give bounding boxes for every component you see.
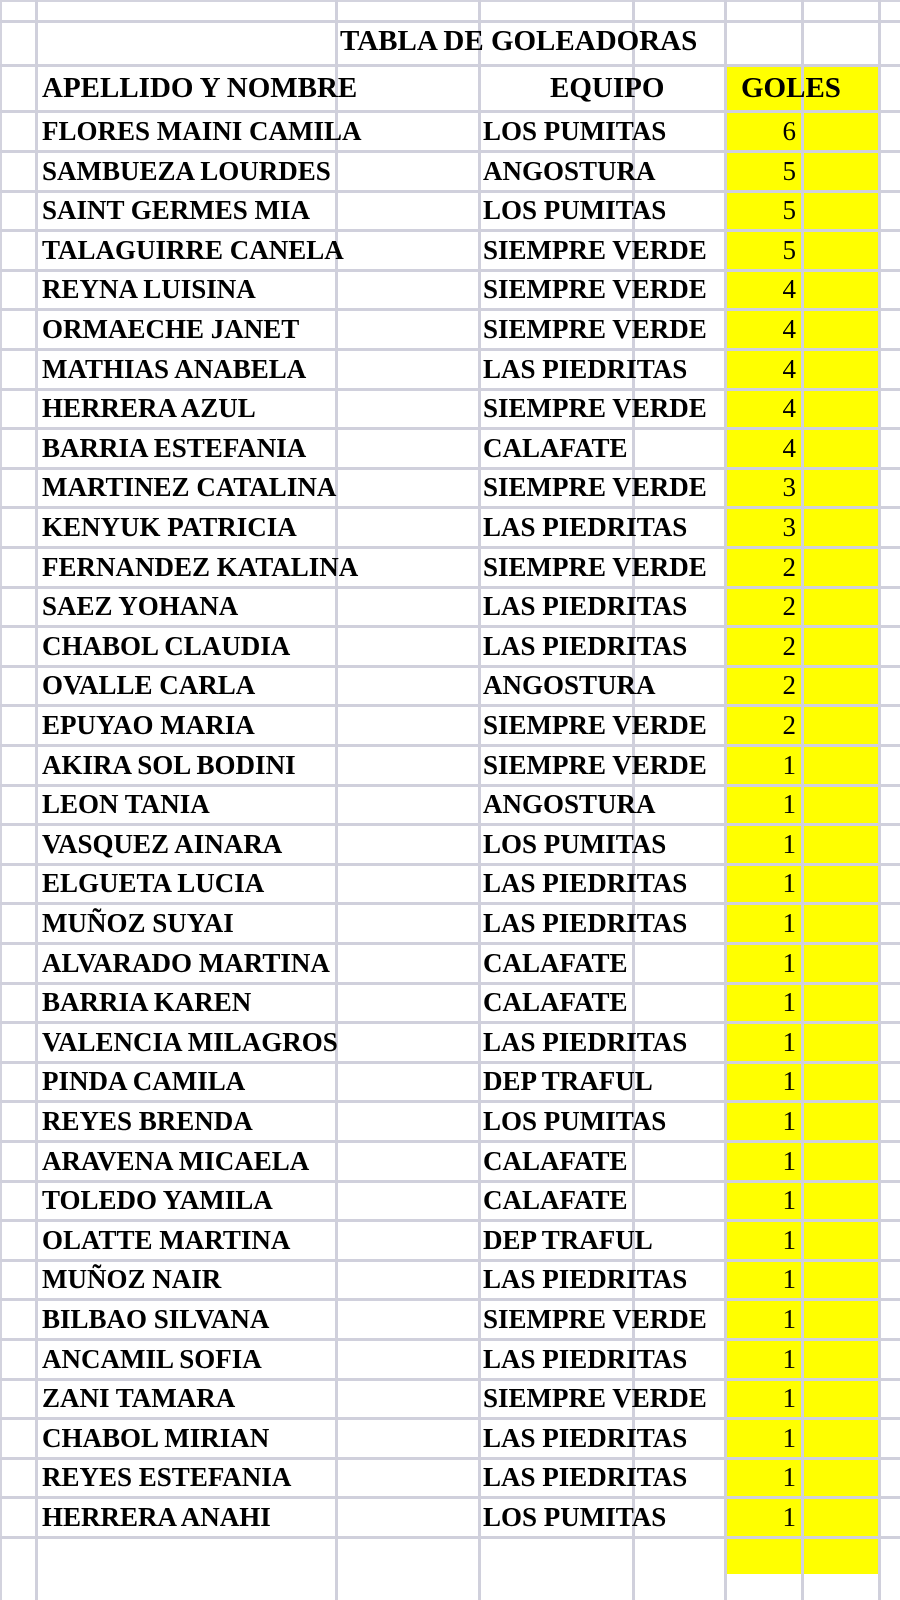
cell-player-name[interactable]: REYNA LUISINA — [42, 274, 256, 304]
cell-goals[interactable]: 1 — [782, 1462, 796, 1492]
cell-goals[interactable]: 1 — [782, 1423, 796, 1453]
cell-team[interactable]: SIEMPRE VERDE — [483, 1304, 707, 1334]
cell-goals[interactable]: 4 — [782, 274, 796, 304]
grid-hline — [0, 744, 900, 747]
cell-team[interactable]: SIEMPRE VERDE — [483, 750, 707, 780]
cell-player-name[interactable]: TALAGUIRRE CANELA — [42, 235, 344, 265]
cell-team[interactable]: LAS PIEDRITAS — [483, 354, 688, 384]
cell-player-name[interactable]: HERRERA AZUL — [42, 393, 256, 423]
cell-team[interactable]: LOS PUMITAS — [483, 829, 667, 859]
grid-hline — [0, 784, 900, 787]
cell-player-name[interactable]: EPUYAO MARIA — [42, 710, 255, 740]
grid-hline — [0, 1021, 900, 1024]
cell-player-name[interactable]: SAINT GERMES MIA — [42, 195, 311, 225]
grid-hline — [0, 863, 900, 866]
cell-goals[interactable]: 1 — [782, 908, 796, 938]
grid-hline — [0, 229, 900, 232]
grid-vline — [878, 0, 881, 1600]
cell-goals[interactable]: 1 — [782, 987, 796, 1017]
cell-player-name[interactable]: ALVARADO MARTINA — [42, 948, 330, 978]
cell-team[interactable]: SIEMPRE VERDE — [483, 274, 707, 304]
cell-team[interactable]: CALAFATE — [483, 1146, 628, 1176]
cell-player-name[interactable]: VALENCIA MILAGROS — [42, 1027, 338, 1057]
cell-goals[interactable]: 2 — [782, 670, 796, 700]
cell-player-name[interactable]: HERRERA ANAHI — [42, 1502, 271, 1532]
grid-vline — [35, 0, 38, 1600]
cell-goals[interactable]: 1 — [782, 1106, 796, 1136]
cell-goals[interactable]: 4 — [782, 314, 796, 344]
cell-player-name[interactable]: BILBAO SILVANA — [42, 1304, 270, 1334]
table-title: TABLA DE GOLEADORAS — [340, 25, 698, 57]
grid-hline — [0, 427, 900, 430]
grid-hline — [0, 823, 900, 826]
cell-goals[interactable]: 1 — [782, 1225, 796, 1255]
cell-team[interactable]: LAS PIEDRITAS — [483, 1423, 688, 1453]
cell-goals[interactable]: 1 — [782, 1502, 796, 1532]
cell-player-name[interactable]: OVALLE CARLA — [42, 670, 256, 700]
cell-player-name[interactable]: REYES ESTEFANIA — [42, 1462, 292, 1492]
cell-player-name[interactable]: CHABOL MIRIAN — [42, 1423, 270, 1453]
cell-team[interactable]: DEP TRAFUL — [483, 1066, 653, 1096]
grid-hline — [0, 1219, 900, 1222]
cell-player-name[interactable]: ARAVENA MICAELA — [42, 1146, 310, 1176]
cell-goals[interactable]: 1 — [782, 750, 796, 780]
grid-hline — [0, 1259, 900, 1262]
cell-player-name[interactable]: ZANI TAMARA — [42, 1383, 236, 1413]
cell-team[interactable]: LOS PUMITAS — [483, 1502, 667, 1532]
cell-goals[interactable]: 1 — [782, 948, 796, 978]
cell-team[interactable]: ANGOSTURA — [483, 670, 656, 700]
grid-hline — [0, 1496, 900, 1499]
cell-player-name[interactable]: ORMAECHE JANET — [42, 314, 300, 344]
cell-goals[interactable]: 1 — [782, 1304, 796, 1334]
cell-team[interactable]: ANGOSTURA — [483, 789, 656, 819]
cell-goals[interactable]: 1 — [782, 1383, 796, 1413]
grid-hline — [0, 269, 900, 272]
header-team[interactable]: EQUIPO — [550, 72, 665, 104]
grid-vline — [801, 0, 804, 1600]
grid-hline — [0, 1417, 900, 1420]
cell-team[interactable]: LOS PUMITAS — [483, 116, 667, 146]
cell-team[interactable]: CALAFATE — [483, 433, 628, 463]
grid-hline — [0, 64, 900, 67]
cell-team[interactable]: SIEMPRE VERDE — [483, 552, 707, 582]
grid-hline — [0, 942, 900, 945]
grid-hline — [0, 1378, 900, 1381]
grid-hline — [0, 1298, 900, 1301]
cell-player-name[interactable]: MARTINEZ CATALINA — [42, 472, 337, 502]
cell-goals[interactable]: 1 — [782, 1264, 796, 1294]
cell-team[interactable]: LAS PIEDRITAS — [483, 868, 688, 898]
grid-hline — [0, 586, 900, 589]
cell-team[interactable]: CALAFATE — [483, 987, 628, 1017]
grid-hline — [0, 1457, 900, 1460]
cell-team[interactable]: SIEMPRE VERDE — [483, 710, 707, 740]
grid-hline — [0, 348, 900, 351]
cell-team[interactable]: CALAFATE — [483, 948, 628, 978]
grid-hline — [0, 388, 900, 391]
grid-hline — [0, 20, 900, 23]
grid-hline — [0, 150, 900, 153]
cell-player-name[interactable]: PINDA CAMILA — [42, 1066, 246, 1096]
cell-goals[interactable]: 4 — [782, 354, 796, 384]
cell-team[interactable]: LAS PIEDRITAS — [483, 1027, 688, 1057]
cell-team[interactable]: LAS PIEDRITAS — [483, 1344, 688, 1374]
cell-team[interactable]: LAS PIEDRITAS — [483, 512, 688, 542]
grid-vline — [478, 0, 481, 1600]
cell-player-name[interactable]: KENYUK PATRICIA — [42, 512, 297, 542]
cell-team[interactable]: LAS PIEDRITAS — [483, 1264, 688, 1294]
cell-player-name[interactable]: SAEZ YOHANA — [42, 591, 239, 621]
header-name[interactable]: APELLIDO Y NOMBRE — [42, 72, 358, 104]
cell-player-name[interactable]: MUÑOZ NAIR — [42, 1264, 222, 1294]
cell-goals[interactable]: 3 — [782, 512, 796, 542]
cell-goals[interactable]: 2 — [782, 552, 796, 582]
cell-goals[interactable]: 2 — [782, 591, 796, 621]
cell-team[interactable]: LAS PIEDRITAS — [483, 631, 688, 661]
cell-team[interactable]: SIEMPRE VERDE — [483, 472, 707, 502]
grid-hline — [0, 902, 900, 905]
cell-goals[interactable]: 1 — [782, 1344, 796, 1374]
cell-team[interactable]: LOS PUMITAS — [483, 195, 667, 225]
cell-player-name[interactable]: ANCAMIL SOFIA — [42, 1344, 262, 1374]
grid-vline — [724, 0, 727, 1600]
cell-team[interactable]: DEP TRAFUL — [483, 1225, 653, 1255]
cell-player-name[interactable]: FLORES MAINI CAMILA — [42, 116, 362, 146]
cell-player-name[interactable]: REYES BRENDA — [42, 1106, 253, 1136]
grid-hline — [0, 704, 900, 707]
cell-player-name[interactable]: MUÑOZ SUYAI — [42, 908, 234, 938]
grid-hline — [0, 110, 900, 113]
cell-player-name[interactable]: SAMBUEZA LOURDES — [42, 156, 331, 186]
cell-team[interactable]: SIEMPRE VERDE — [483, 235, 707, 265]
cell-player-name[interactable]: OLATTE MARTINA — [42, 1225, 291, 1255]
cell-team[interactable]: LOS PUMITAS — [483, 1106, 667, 1136]
cell-player-name[interactable]: CHABOL CLAUDIA — [42, 631, 291, 661]
cell-goals[interactable]: 1 — [782, 1066, 796, 1096]
cell-goals[interactable]: 1 — [782, 1185, 796, 1215]
cell-team[interactable]: LAS PIEDRITAS — [483, 1462, 688, 1492]
cell-goals[interactable]: 1 — [782, 829, 796, 859]
grid-hline — [0, 1061, 900, 1064]
cell-player-name[interactable]: TOLEDO YAMILA — [42, 1185, 273, 1215]
grid-hline — [0, 982, 900, 985]
cell-player-name[interactable]: BARRIA ESTEFANIA — [42, 433, 307, 463]
grid-hline — [0, 665, 900, 668]
cell-team[interactable]: CALAFATE — [483, 1185, 628, 1215]
cell-player-name[interactable]: VASQUEZ AINARA — [42, 829, 283, 859]
cell-player-name[interactable]: FERNANDEZ KATALINA — [42, 552, 359, 582]
cell-goals[interactable]: 4 — [782, 433, 796, 463]
grid-hline — [0, 546, 900, 549]
grid-hline — [0, 190, 900, 193]
cell-team[interactable]: SIEMPRE VERDE — [483, 393, 707, 423]
cell-goals[interactable]: 1 — [782, 868, 796, 898]
cell-goals[interactable]: 2 — [782, 631, 796, 661]
cell-team[interactable]: SIEMPRE VERDE — [483, 1383, 707, 1413]
cell-goals[interactable]: 3 — [782, 472, 796, 502]
cell-player-name[interactable]: MATHIAS ANABELA — [42, 354, 307, 384]
cell-goals[interactable]: 5 — [782, 156, 796, 186]
cell-player-name[interactable]: BARRIA KAREN — [42, 987, 252, 1017]
cell-goals[interactable]: 1 — [782, 1027, 796, 1057]
cell-goals[interactable]: 5 — [782, 235, 796, 265]
header-goals[interactable]: GOLES — [741, 72, 841, 104]
grid-hline — [0, 1100, 900, 1103]
grid-hline — [0, 308, 900, 311]
grid-hline — [0, 1180, 900, 1183]
cell-team[interactable]: SIEMPRE VERDE — [483, 314, 707, 344]
grid-hline — [0, 506, 900, 509]
grid-hline — [0, 1140, 900, 1143]
cell-goals[interactable]: 1 — [782, 789, 796, 819]
grid-hline — [0, 1338, 900, 1341]
cell-team[interactable]: ANGOSTURA — [483, 156, 656, 186]
cell-team[interactable]: LAS PIEDRITAS — [483, 908, 688, 938]
cell-goals[interactable]: 5 — [782, 195, 796, 225]
cell-goals[interactable]: 2 — [782, 710, 796, 740]
cell-team[interactable]: LAS PIEDRITAS — [483, 591, 688, 621]
cell-goals[interactable]: 1 — [782, 1146, 796, 1176]
grid-hline — [0, 467, 900, 470]
cell-player-name[interactable]: LEON TANIA — [42, 789, 210, 819]
grid-hline — [0, 1536, 900, 1539]
cell-goals[interactable]: 6 — [782, 116, 796, 146]
cell-player-name[interactable]: AKIRA SOL BODINI — [42, 750, 296, 780]
cell-goals[interactable]: 4 — [782, 393, 796, 423]
grid-hline — [0, 625, 900, 628]
cell-player-name[interactable]: ELGUETA LUCIA — [42, 868, 265, 898]
